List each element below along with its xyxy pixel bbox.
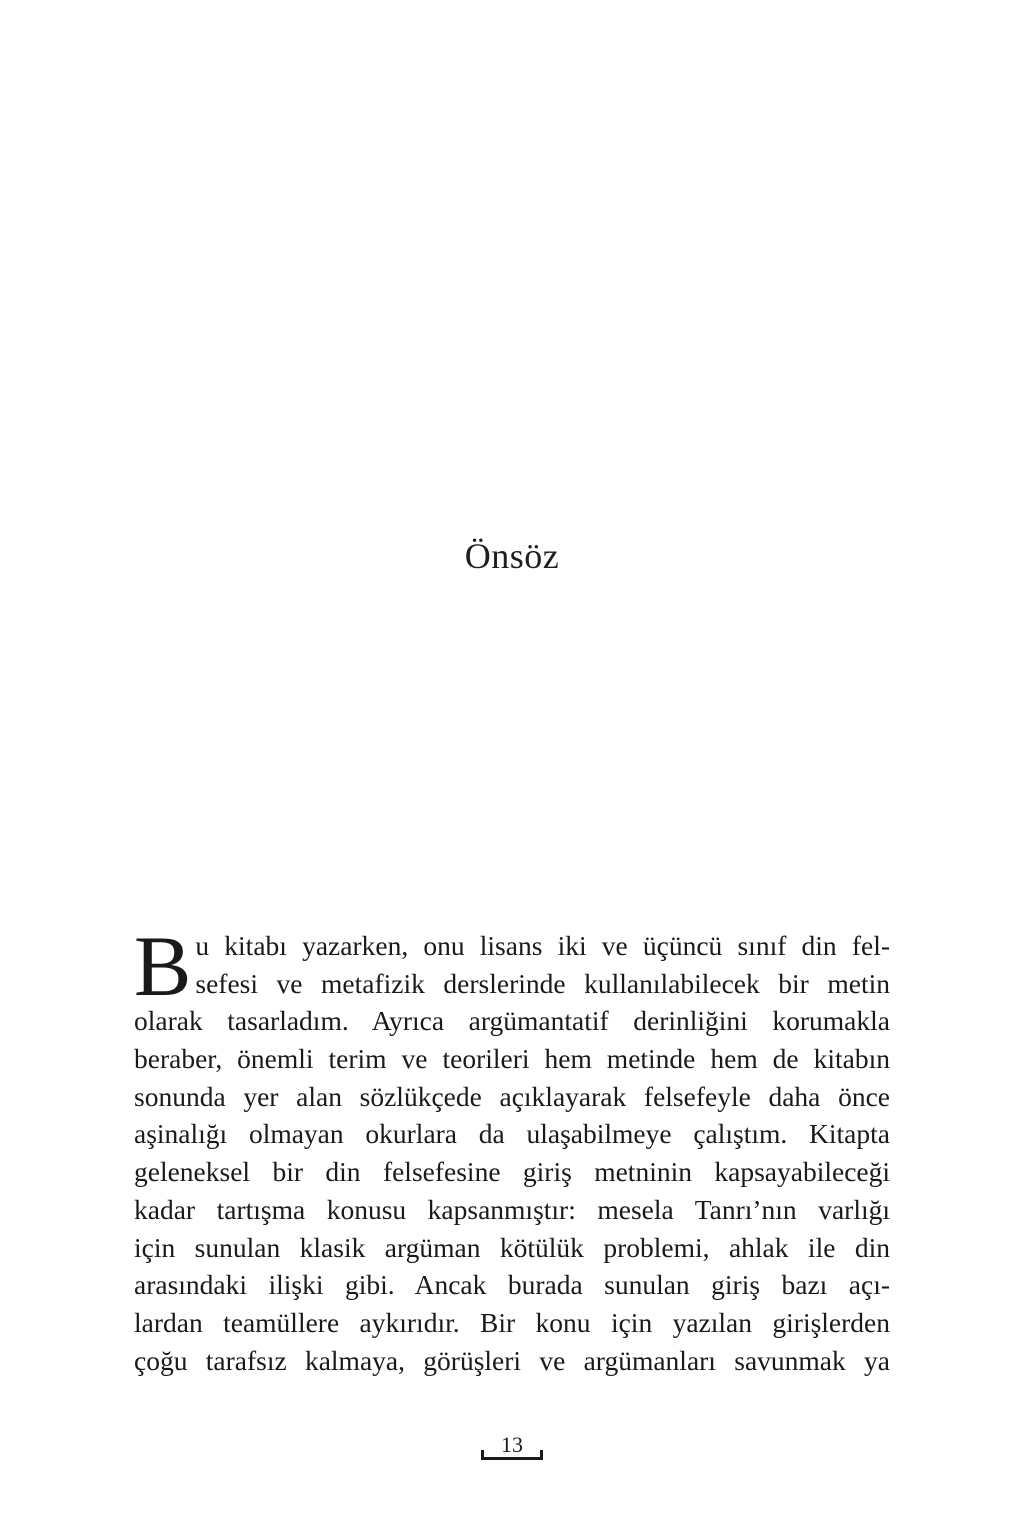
- body-paragraph: [134, 918, 890, 1379]
- text-line-6: aşinalığı olmayan okurlara da ulaşabilmeye çalıştım. Kitapta: [134, 1118, 890, 1150]
- text-line-3: olarak tasarladım. Ayrıca argümantatif derinliğini korumakla: [134, 1005, 890, 1037]
- text-line-7: geleneksel bir din felsefesine giriş metninin kapsayabileceği: [134, 1156, 890, 1188]
- page-footer: [470, 1430, 554, 1466]
- text-line-9: için sunulan klasik argüman kötülük problemi, ahlak ile din: [134, 1231, 890, 1263]
- text-line-11: lardan teamüllere aykırıdır. Bir konu için yazılan girişlerden: [134, 1306, 890, 1338]
- page-number: 13: [501, 1432, 523, 1457]
- text-line-5: sonunda yer alan sözlükçede açıklayarak felsefeyle daha önce: [134, 1080, 890, 1112]
- text-line-1: u kitabı yazarken, onu lisans iki ve üçüncü sınıf din fel-: [195, 930, 890, 961]
- footer-tick-right: [540, 1450, 543, 1460]
- text-line-2: sefesi ve metafizik derslerinde kullanılabilecek bir metin: [195, 967, 890, 999]
- text-line-8: kadar tartışma konusu kapsanmıştır: mesela Tanrı’nın varlığı: [134, 1193, 890, 1225]
- drop-cap: B: [134, 918, 192, 1014]
- text-line-12: çoğu tarafsız kalmaya, görüşleri ve argümanları savunmak ya: [134, 1344, 890, 1376]
- footer-rule: [481, 1457, 543, 1460]
- page-title: Önsöz: [464, 536, 560, 576]
- text-line-4: beraber, önemli terim ve teorileri hem metinde hem de kitabın: [134, 1043, 890, 1075]
- text-line-10: arasındaki ilişki gibi. Ancak burada sunulan giriş bazı açı-: [134, 1269, 890, 1301]
- footer-tick-left: [481, 1450, 484, 1460]
